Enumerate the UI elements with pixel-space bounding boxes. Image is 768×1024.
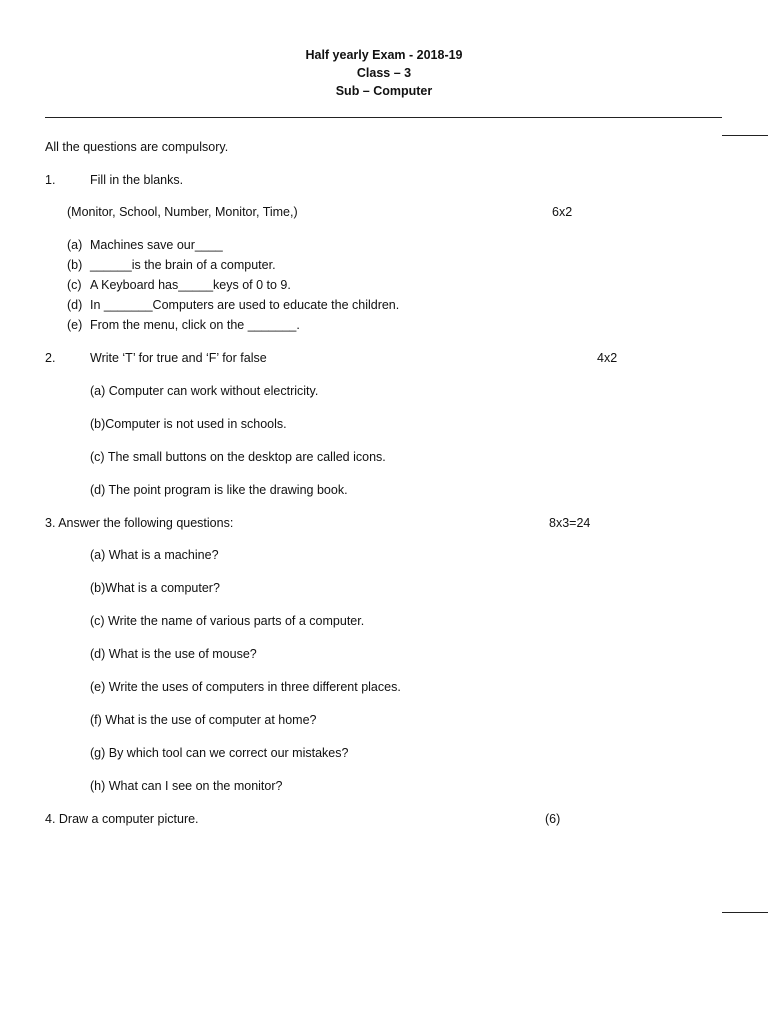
margin-rule-top	[722, 135, 768, 136]
q1-item-text: From the menu, click on the _______.	[90, 318, 300, 332]
q3-marks: 8x3=24	[549, 516, 591, 530]
q2-number: 2.	[45, 351, 56, 365]
q1-item-label: (b)	[67, 258, 83, 272]
q1-item-text: ______is the brain of a computer.	[90, 258, 276, 272]
q1-item-text: A Keyboard has_____keys of 0 to 9.	[90, 278, 291, 292]
q2-item: (c) The small buttons on the desktop are called icons.	[90, 450, 386, 464]
q1-item-label: (a)	[67, 238, 83, 252]
q2-marks: 4x2	[597, 351, 618, 365]
q1-title: Fill in the blanks.	[90, 173, 184, 187]
q1-word-bank: (Monitor, School, Number, Monitor, Time,)	[67, 205, 298, 219]
q1-item-label: (d)	[67, 298, 83, 312]
q4-marks: (6)	[545, 812, 561, 826]
q2-item: (a) Computer can work without electricity.	[90, 384, 319, 398]
q3-item: (h) What can I see on the monitor?	[90, 779, 283, 793]
q1-item-text: In _______Computers are used to educate the children.	[90, 298, 400, 312]
q3-item: (c) Write the name of various parts of a computer.	[90, 614, 365, 628]
q3-item: (e) Write the uses of computers in three different places.	[90, 680, 401, 694]
margin-rule-bottom	[722, 912, 768, 913]
q4-title: 4. Draw a computer picture.	[45, 812, 199, 826]
q3-item: (f) What is the use of computer at home?	[90, 713, 317, 727]
instructions: All the questions are compulsory.	[45, 140, 229, 154]
header-divider	[45, 117, 722, 118]
exam-title: Half yearly Exam - 2018-19	[305, 48, 463, 62]
q2-item: (d) The point program is like the drawing book.	[90, 483, 348, 497]
q3-item: (a) What is a machine?	[90, 548, 219, 562]
q3-title: 3. Answer the following questions:	[45, 516, 234, 530]
q3-item: (g) By which tool can we correct our mistakes?	[90, 746, 349, 760]
q2-title: Write ‘T’ for true and ‘F’ for false	[90, 351, 267, 365]
q3-item: (d) What is the use of mouse?	[90, 647, 257, 661]
class-line: Class – 3	[356, 66, 412, 80]
q1-item-text: Machines save our____	[90, 238, 223, 252]
q1-item-label: (c)	[67, 278, 82, 292]
q3-item: (b)What is a computer?	[90, 581, 220, 595]
q1-marks: 6x2	[552, 205, 573, 219]
q1-number: 1.	[45, 173, 56, 187]
q2-item: (b)Computer is not used in schools.	[90, 417, 287, 431]
q1-item-label: (e)	[67, 318, 83, 332]
subject-line: Sub – Computer	[335, 84, 433, 98]
